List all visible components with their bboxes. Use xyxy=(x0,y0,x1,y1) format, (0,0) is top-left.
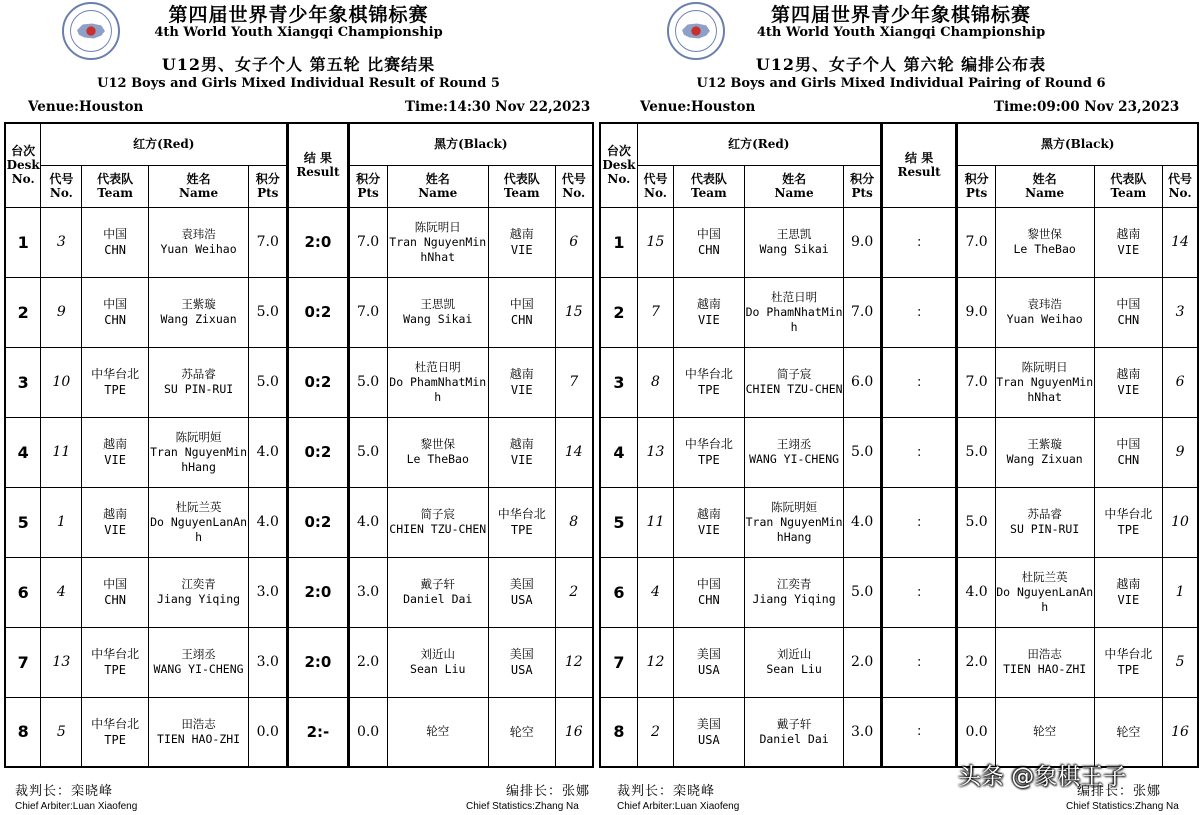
black-points: 0.0 xyxy=(348,697,387,767)
red-player-no: 13 xyxy=(637,417,673,487)
red-points: 3.0 xyxy=(249,627,288,697)
black-team: 越南 VIE xyxy=(1094,207,1163,277)
red-player-name: 王翊丞 WANG YI-CHENG xyxy=(148,627,248,697)
black-player-no: 8 xyxy=(555,487,593,557)
red-player-name: 苏品睿 SU PIN-RUI xyxy=(148,347,248,417)
black-player-name: 戴子轩 Daniel Dai xyxy=(387,557,488,627)
desk-number: 2 xyxy=(600,277,637,347)
red-team: 中华台北 TPE xyxy=(674,347,745,417)
chief-arbiter-en: Chief Arbiter:Luan Xiaofeng xyxy=(15,801,138,812)
red-points: 0.0 xyxy=(249,697,288,767)
black-player-name: 田浩志 TIEN HAO-ZHI xyxy=(995,627,1094,697)
chief-statistics-cn: 编排长：张娜 xyxy=(506,784,591,799)
pairing-table xyxy=(599,122,1199,768)
venue: Venue:Houston xyxy=(640,99,756,115)
black-points: 0.0 xyxy=(957,697,995,767)
title-cn: 第四届世界青少年象棋锦标赛 xyxy=(168,4,429,26)
desk-number: 1 xyxy=(600,207,637,277)
black-name-header: 姓名 Name xyxy=(995,165,1094,207)
venue: Venue:Houston xyxy=(28,99,144,115)
black-side-header: 黑方(Black) xyxy=(348,123,593,165)
black-player-no: 6 xyxy=(555,207,593,277)
black-player-no: 16 xyxy=(1163,697,1198,767)
chief-statistics-en: Chief Statistics:Zhang Na xyxy=(1066,801,1179,812)
red-side-header: 红方(Red) xyxy=(637,123,881,165)
table-row xyxy=(600,487,1198,557)
black-points: 9.0 xyxy=(957,277,995,347)
black-player-no: 3 xyxy=(1163,277,1198,347)
black-points: 5.0 xyxy=(348,417,387,487)
black-points: 2.0 xyxy=(348,627,387,697)
black-player-no: 10 xyxy=(1163,487,1198,557)
black-team-header: 代表队 Team xyxy=(1094,165,1163,207)
desk-number: 5 xyxy=(5,487,41,557)
desk-number: 8 xyxy=(600,697,637,767)
black-player-name: 杜范日明 Do PhamNhatMinh xyxy=(387,347,488,417)
black-name-header: 姓名 Name xyxy=(387,165,488,207)
red-player-name: 江奕青 Jiang Yiqing xyxy=(744,557,844,627)
table-row xyxy=(5,347,593,417)
black-player-name: 苏品睿 SU PIN-RUI xyxy=(995,487,1094,557)
red-points: 9.0 xyxy=(844,207,881,277)
black-points: 7.0 xyxy=(957,347,995,417)
red-no-header: 代号 No. xyxy=(637,165,673,207)
black-player-no: 1 xyxy=(1163,557,1198,627)
black-player-name: 陈阮明日 Tran NguyenMinhNhat xyxy=(995,347,1094,417)
black-team: 中国 CHN xyxy=(1094,417,1163,487)
game-result: : xyxy=(881,207,957,277)
table-row xyxy=(600,627,1198,697)
black-team: 中华台北 TPE xyxy=(488,487,555,557)
table-row xyxy=(5,417,593,487)
black-pts-header: 积分 Pts xyxy=(348,165,387,207)
red-player-no: 11 xyxy=(637,487,673,557)
table-row xyxy=(5,207,593,277)
red-points: 2.0 xyxy=(844,627,881,697)
red-name-header: 姓名 Name xyxy=(744,165,844,207)
black-player-name: 轮空 xyxy=(995,697,1094,767)
black-player-name: 黎世保 Le TheBao xyxy=(995,207,1094,277)
red-player-name: 江奕青 Jiang Yiqing xyxy=(148,557,248,627)
red-no-header: 代号 No. xyxy=(41,165,82,207)
red-team-header: 代表队 Team xyxy=(82,165,149,207)
black-points: 7.0 xyxy=(348,207,387,277)
black-team: 中国 CHN xyxy=(1094,277,1163,347)
red-team: 越南 VIE xyxy=(674,277,745,347)
game-result: 2:- xyxy=(288,697,348,767)
game-result: 0:2 xyxy=(288,417,348,487)
game-result: 2:0 xyxy=(288,627,348,697)
black-player-no: 7 xyxy=(555,347,593,417)
table-row xyxy=(600,347,1198,417)
red-points: 4.0 xyxy=(249,417,288,487)
red-team: 中国 CHN xyxy=(82,207,149,277)
red-player-no: 4 xyxy=(637,557,673,627)
watermark: 头条 @象棋王子 xyxy=(958,764,1127,790)
red-points: 3.0 xyxy=(249,557,288,627)
black-team: 美国 USA xyxy=(488,557,555,627)
black-player-name: 陈阮明日 Tran NguyenMinhNhat xyxy=(387,207,488,277)
red-player-no: 3 xyxy=(41,207,82,277)
black-player-name: 轮空 xyxy=(387,697,488,767)
black-player-no: 14 xyxy=(1163,207,1198,277)
black-player-name: 杜阮兰英 Do NguyenLanAnh xyxy=(995,557,1094,627)
black-points: 4.0 xyxy=(957,557,995,627)
desk-number: 4 xyxy=(5,417,41,487)
desk-header: 台次 Desk No. xyxy=(600,123,637,207)
game-result: 0:2 xyxy=(288,277,348,347)
game-result: 2:0 xyxy=(288,557,348,627)
result-header: 结 果 Result xyxy=(288,123,348,207)
black-team: 轮空 xyxy=(1094,697,1163,767)
red-points: 5.0 xyxy=(844,417,881,487)
black-player-name: 王紫璇 Wang Zixuan xyxy=(995,417,1094,487)
time: Time:09:00 Nov 23,2023 xyxy=(994,99,1180,115)
red-player-name: 袁玮浩 Yuan Weihao xyxy=(148,207,248,277)
red-player-no: 1 xyxy=(41,487,82,557)
black-team: 越南 VIE xyxy=(488,417,555,487)
red-player-name: 田浩志 TIEN HAO-ZHI xyxy=(148,697,248,767)
red-pts-header: 积分 Pts xyxy=(249,165,288,207)
black-player-no: 12 xyxy=(555,627,593,697)
game-result: : xyxy=(881,557,957,627)
black-team: 轮空 xyxy=(488,697,555,767)
table-row xyxy=(600,417,1198,487)
table-row xyxy=(5,697,593,767)
table-row xyxy=(600,207,1198,277)
black-pts-header: 积分 Pts xyxy=(957,165,995,207)
red-team: 中华台北 TPE xyxy=(82,347,149,417)
chief-arbiter-cn: 裁判长：栾晓峰 xyxy=(617,784,716,799)
black-player-no: 16 xyxy=(555,697,593,767)
chief-statistics-en: Chief Statistics:Zhang Na xyxy=(466,801,579,812)
black-player-name: 王思凯 Wang Sikai xyxy=(387,277,488,347)
desk-number: 1 xyxy=(5,207,41,277)
desk-number: 7 xyxy=(600,627,637,697)
black-no-header: 代号 No. xyxy=(555,165,593,207)
red-team: 中国 CHN xyxy=(82,277,149,347)
red-player-name: 王翊丞 WANG YI-CHENG xyxy=(744,417,844,487)
title-en: 4th World Youth Xiangqi Championship xyxy=(756,25,1046,40)
red-player-no: 9 xyxy=(41,277,82,347)
pairing-sheet-round-6 xyxy=(599,0,1203,815)
black-points: 7.0 xyxy=(348,277,387,347)
red-player-name: 简子宸 CHIEN TZU-CHEN xyxy=(744,347,844,417)
red-team: 中华台北 TPE xyxy=(674,417,745,487)
table-row xyxy=(5,627,593,697)
chief-statistics-cn: 编排长：张娜 xyxy=(1077,784,1162,799)
red-points: 3.0 xyxy=(844,697,881,767)
red-player-no: 7 xyxy=(637,277,673,347)
black-no-header: 代号 No. xyxy=(1163,165,1198,207)
red-name-header: 姓名 Name xyxy=(148,165,248,207)
desk-number: 3 xyxy=(5,347,41,417)
game-result: : xyxy=(881,277,957,347)
red-points: 5.0 xyxy=(844,557,881,627)
black-player-name: 简子宸 CHIEN TZU-CHEN xyxy=(387,487,488,557)
red-player-no: 15 xyxy=(637,207,673,277)
red-points: 4.0 xyxy=(249,487,288,557)
black-player-no: 6 xyxy=(1163,347,1198,417)
black-points: 5.0 xyxy=(957,487,995,557)
result-table xyxy=(4,122,594,768)
red-team: 中华台北 TPE xyxy=(82,627,149,697)
black-points: 4.0 xyxy=(348,487,387,557)
red-player-no: 2 xyxy=(637,697,673,767)
result-header: 结 果 Result xyxy=(881,123,957,207)
black-points: 2.0 xyxy=(957,627,995,697)
black-side-header: 黑方(Black) xyxy=(957,123,1198,165)
subtitle-cn: U12男、女子个人 第六轮 编排公布表 xyxy=(755,55,1047,74)
red-team: 美国 USA xyxy=(674,697,745,767)
table-row xyxy=(600,277,1198,347)
red-team: 越南 VIE xyxy=(674,487,745,557)
desk-number: 4 xyxy=(600,417,637,487)
desk-number: 2 xyxy=(5,277,41,347)
desk-number: 6 xyxy=(5,557,41,627)
red-team: 中国 CHN xyxy=(674,207,745,277)
desk-header: 台次 Desk No. xyxy=(5,123,41,207)
black-player-no: 9 xyxy=(1163,417,1198,487)
black-player-no: 14 xyxy=(555,417,593,487)
red-points: 7.0 xyxy=(249,207,288,277)
red-player-name: 杜范日明 Do PhamNhatMinh xyxy=(744,277,844,347)
black-team-header: 代表队 Team xyxy=(488,165,555,207)
red-player-no: 5 xyxy=(41,697,82,767)
table-row xyxy=(600,557,1198,627)
red-player-no: 4 xyxy=(41,557,82,627)
red-player-no: 13 xyxy=(41,627,82,697)
red-team: 越南 VIE xyxy=(82,417,149,487)
game-result: : xyxy=(881,487,957,557)
black-team: 越南 VIE xyxy=(488,347,555,417)
desk-number: 7 xyxy=(5,627,41,697)
red-player-name: 戴子轩 Daniel Dai xyxy=(744,697,844,767)
result-sheet-round-5 xyxy=(0,0,597,815)
black-team: 中华台北 TPE xyxy=(1094,487,1163,557)
desk-number: 3 xyxy=(600,347,637,417)
subtitle-en: U12 Boys and Girls Mixed Individual Pairing of Round 6 xyxy=(696,76,1106,91)
table-row xyxy=(600,697,1198,767)
black-team: 越南 VIE xyxy=(1094,557,1163,627)
table-row xyxy=(5,487,593,557)
title-cn: 第四届世界青少年象棋锦标赛 xyxy=(770,4,1031,26)
red-player-name: 杜阮兰英 Do NguyenLanAnh xyxy=(148,487,248,557)
black-player-no: 2 xyxy=(555,557,593,627)
red-player-name: 陈阮明姮 Tran NguyenMinhHang xyxy=(744,487,844,557)
black-team: 越南 VIE xyxy=(488,207,555,277)
table-row xyxy=(5,277,593,347)
red-team: 越南 VIE xyxy=(82,487,149,557)
game-result: 0:2 xyxy=(288,347,348,417)
desk-number: 8 xyxy=(5,697,41,767)
black-points: 3.0 xyxy=(348,557,387,627)
red-player-name: 王紫璇 Wang Zixuan xyxy=(148,277,248,347)
red-player-no: 8 xyxy=(637,347,673,417)
black-team: 中华台北 TPE xyxy=(1094,627,1163,697)
red-team: 美国 USA xyxy=(674,627,745,697)
red-points: 4.0 xyxy=(844,487,881,557)
subtitle-en: U12 Boys and Girls Mixed Individual Result of Round 5 xyxy=(97,76,500,91)
red-team: 中国 CHN xyxy=(674,557,745,627)
title-en: 4th World Youth Xiangqi Championship xyxy=(154,25,443,40)
red-player-no: 12 xyxy=(637,627,673,697)
red-team: 中华台北 TPE xyxy=(82,697,149,767)
game-result: : xyxy=(881,697,957,767)
black-player-name: 黎世保 Le TheBao xyxy=(387,417,488,487)
black-team: 越南 VIE xyxy=(1094,347,1163,417)
red-player-name: 陈阮明姮 Tran NguyenMinhHang xyxy=(148,417,248,487)
black-team: 美国 USA xyxy=(488,627,555,697)
red-points: 7.0 xyxy=(844,277,881,347)
game-result: 0:2 xyxy=(288,487,348,557)
black-team: 中国 CHN xyxy=(488,277,555,347)
game-result: : xyxy=(881,627,957,697)
desk-number: 6 xyxy=(600,557,637,627)
time: Time:14:30 Nov 22,2023 xyxy=(405,99,591,115)
red-team: 中国 CHN xyxy=(82,557,149,627)
chief-arbiter-en: Chief Arbiter:Luan Xiaofeng xyxy=(617,801,740,812)
red-player-no: 10 xyxy=(41,347,82,417)
table-row xyxy=(5,557,593,627)
red-points: 6.0 xyxy=(844,347,881,417)
red-pts-header: 积分 Pts xyxy=(844,165,881,207)
game-result: : xyxy=(881,417,957,487)
game-result: : xyxy=(881,347,957,417)
desk-number: 5 xyxy=(600,487,637,557)
black-player-no: 5 xyxy=(1163,627,1198,697)
black-points: 5.0 xyxy=(957,417,995,487)
black-points: 7.0 xyxy=(957,207,995,277)
game-result: 2:0 xyxy=(288,207,348,277)
red-side-header: 红方(Red) xyxy=(41,123,288,165)
black-points: 5.0 xyxy=(348,347,387,417)
red-player-no: 11 xyxy=(41,417,82,487)
red-points: 5.0 xyxy=(249,277,288,347)
black-player-name: 袁玮浩 Yuan Weihao xyxy=(995,277,1094,347)
black-player-name: 刘近山 Sean Liu xyxy=(387,627,488,697)
chief-arbiter-cn: 裁判长：栾晓峰 xyxy=(15,784,114,799)
subtitle-cn: U12男、女子个人 第五轮 比赛结果 xyxy=(161,55,436,74)
red-player-name: 刘近山 Sean Liu xyxy=(744,627,844,697)
red-player-name: 王思凯 Wang Sikai xyxy=(744,207,844,277)
red-team-header: 代表队 Team xyxy=(674,165,745,207)
black-player-no: 15 xyxy=(555,277,593,347)
red-points: 5.0 xyxy=(249,347,288,417)
